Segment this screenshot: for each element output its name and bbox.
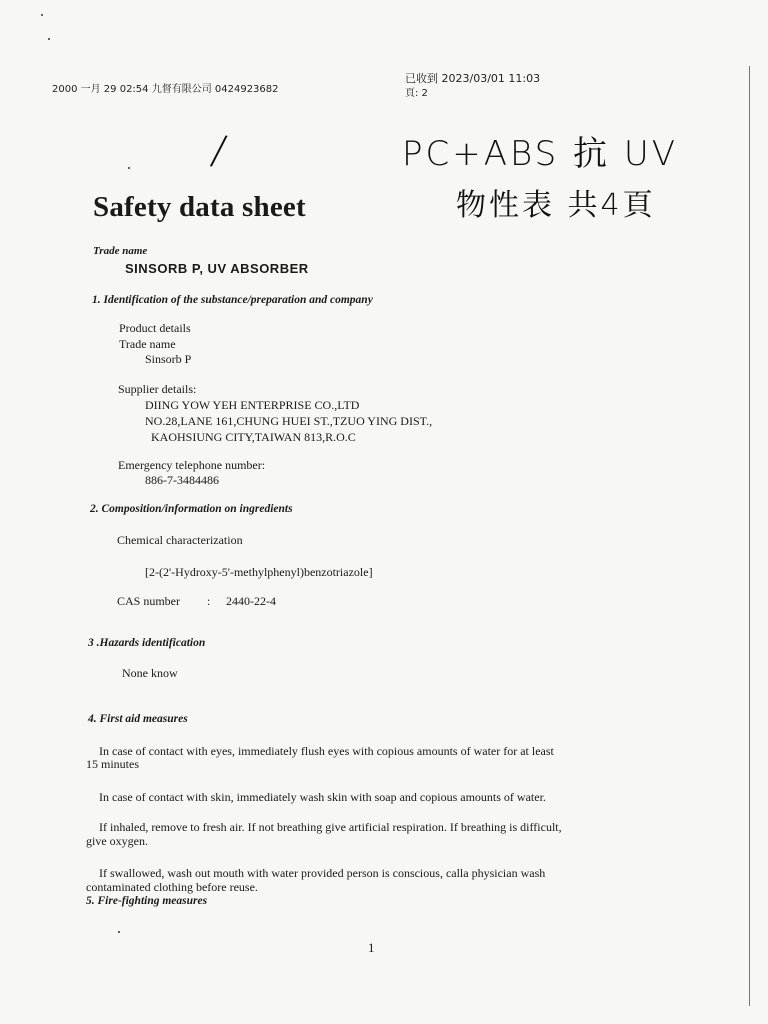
trade-name-sub-label: Trade name (119, 337, 176, 351)
emergency-phone-label: Emergency telephone number: (118, 458, 266, 472)
supplier-details-label: Supplier details: (118, 382, 197, 396)
first-aid-inhaled-line1: If inhaled, remove to fresh air. If not breathing give artificial respiration. If breathing is difficult, (99, 820, 562, 834)
first-aid-eyes-line1: In case of contact with eyes, immediately flush eyes with copious amounts of water for at least (99, 744, 554, 758)
section-4-heading: 4. First aid measures (88, 713, 188, 725)
fax-header-left: 2000 一月 29 02:54 九督有限公司 0424923682 (52, 84, 279, 95)
chemical-characterization-label: Chemical characterization (117, 533, 243, 547)
first-aid-swallowed-line2: contaminated clothing before reuse. (86, 880, 258, 894)
section-3-heading: 3 .Hazards identification (88, 637, 206, 649)
page-number: 1 (368, 940, 375, 955)
handwritten-note-line1: PC+ABS 抗 UV (402, 134, 678, 174)
scan-speck (41, 14, 43, 16)
supplier-name: DIING YOW YEH ENTERPRISE CO.,LTD (145, 398, 360, 412)
cas-number-label: CAS number (117, 594, 180, 608)
first-aid-swallowed-line1: If swallowed, wash out mouth with water provided person is conscious, calla physician wash (99, 866, 546, 880)
document-title: Safety data sheet (93, 191, 306, 223)
trade-name-value: SINSORB P, UV ABSORBER (125, 261, 309, 276)
supplier-address-line2: KAOHSIUNG CITY,TAIWAN 813,R.O.C (151, 430, 356, 444)
section-5-heading: 5. Fire-fighting measures (86, 895, 208, 907)
first-aid-inhaled-line2: give oxygen. (86, 834, 148, 848)
hazards-text: None know (122, 666, 178, 680)
handwritten-note-line2: 物性表 共4頁 (456, 188, 656, 223)
section-2-heading: 2. Composition/information on ingredients (90, 503, 293, 515)
chemical-name: [2-(2'-Hydroxy-5'-methylphenyl)benzotriazole] (145, 565, 373, 579)
first-aid-skin: In case of contact with skin, immediately wash skin with soap and copious amounts of water. (99, 790, 546, 804)
handwritten-mark: / (208, 126, 233, 176)
section-1-heading: 1. Identification of the substance/preparation and company (92, 294, 373, 306)
cas-number-value: 2440-22-4 (226, 594, 276, 608)
fax-received-stamp: 已收到 2023/03/01 11:03 (405, 72, 541, 85)
first-aid-eyes-line2: 15 minutes (86, 757, 139, 771)
scan-speck (128, 167, 130, 169)
product-details-label: Product details (119, 321, 191, 335)
fax-page-stamp: 頁: 2 (405, 88, 428, 99)
supplier-address-line1: NO.28,LANE 161,CHUNG HUEI ST.,TZUO YING DIST., (145, 414, 433, 428)
scan-speck (118, 931, 120, 933)
scan-speck (48, 38, 50, 40)
scan-edge-line (749, 66, 750, 1006)
cas-separator: : (207, 594, 211, 608)
emergency-phone-value: 886-7-3484486 (145, 473, 219, 487)
trade-name-sub-value: Sinsorb P (145, 352, 192, 366)
trade-name-label: Trade name (93, 245, 148, 257)
